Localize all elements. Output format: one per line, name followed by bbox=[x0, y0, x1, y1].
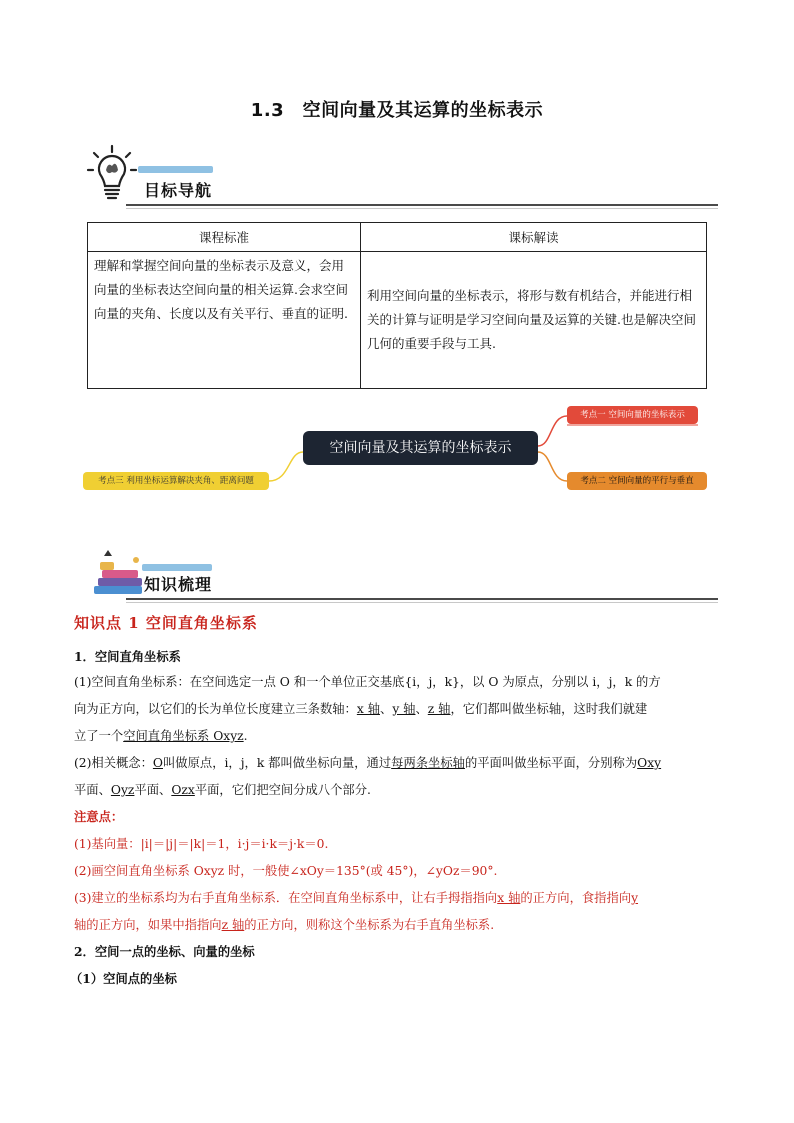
table-header-standard: 课程标准 bbox=[88, 223, 361, 252]
books-icon bbox=[90, 548, 146, 600]
note-2: (2)画空间直角坐标系 Oxyz 时，一般使∠xOy＝135°(或 45°)，∠yOz＝90°. bbox=[74, 864, 498, 878]
table-cell-interpretation: 利用空间向量的坐标表示，将形与数有机结合，并能进行相关的计算与证明是学习空间向量及运算的关键.也是解决空间几何的重要手段与工具. bbox=[361, 252, 707, 389]
goal-section-label: 目标导航 bbox=[144, 181, 213, 200]
table-header-interpretation: 课标解读 bbox=[361, 223, 707, 252]
mindmap-node-2: 考点二 空间向量的平行与垂直 bbox=[567, 472, 707, 490]
mindmap-node-3: 考点三 利用坐标运算解决夹角、距离问题 bbox=[83, 472, 269, 490]
paragraph-2-line-1: (2)相关概念：O叫做原点，i，j，k 都叫做坐标向量，通过每两条坐标轴的平面叫做坐标平面，分别称为Oxy bbox=[74, 756, 662, 770]
note-3-line-1: (3)建立的坐标系均为右手直角坐标系．在空间直角坐标系中，让右手拇指指向x 轴的正方向，食指指向y bbox=[74, 891, 639, 905]
note-3-line-2: 轴的正方向，如果中指指向z 轴的正方向，则称这个坐标系为右手直角坐标系. bbox=[74, 918, 495, 932]
note-1: (1)基向量：|i|＝|j|＝|k|＝1，i·j＝i·k＝j·k＝0. bbox=[74, 837, 329, 851]
subsection-heading-2-1: （1）空间点的坐标 bbox=[70, 971, 177, 986]
note-title: 注意点： bbox=[74, 809, 124, 824]
knowledge-section-header bbox=[86, 548, 718, 618]
page-title: 1.3 空间向量及其运算的坐标表示 bbox=[250, 100, 544, 121]
paragraph-2-line-2: 平面、Oyz平面、Ozx平面，它们把空间分成八个部分. bbox=[74, 783, 371, 797]
knowledge-point-heading: 知识点 1 空间直角坐标系 bbox=[74, 614, 258, 632]
paragraph-1-line-2: 向为正方向，以它们的长为单位长度建立三条数轴：x 轴、y 轴、z 轴，它们都叫做坐标轴，这时我们就建 bbox=[74, 702, 648, 716]
mindmap-node-1: 考点一 空间向量的坐标表示 bbox=[567, 406, 698, 424]
paragraph-1-line-1: (1)空间直角坐标系：在空间选定一点 O 和一个单位正交基底{i，j，k}，以 O 为原点，分别以 i，j，k 的方 bbox=[74, 675, 661, 689]
table-cell-standard: 理解和掌握空间向量的坐标表示及意义，会用向量的坐标表达空间向量的相关运算.会求空间向量的夹角、长度以及有关平行、垂直的证明. bbox=[88, 252, 361, 389]
knowledge-section-label: 知识梳理 bbox=[144, 575, 213, 594]
mindmap-center-node: 空间向量及其运算的坐标表示 bbox=[303, 431, 538, 465]
subsection-heading-2: 2．空间一点的坐标、向量的坐标 bbox=[74, 944, 255, 959]
subsection-heading-1: 1．空间直角坐标系 bbox=[74, 649, 181, 664]
paragraph-1-line-3: 立了一个空间直角坐标系 Oxyz. bbox=[74, 729, 248, 743]
